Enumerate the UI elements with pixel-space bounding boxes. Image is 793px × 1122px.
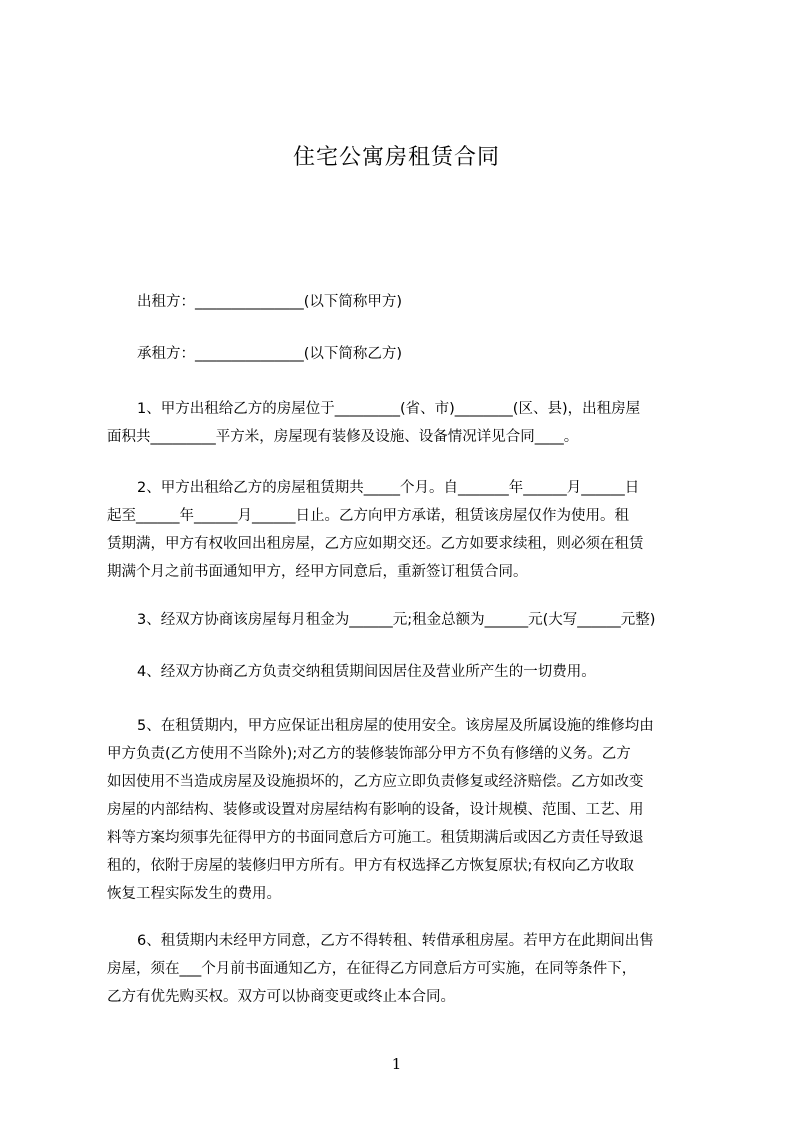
clause-4 [107, 658, 707, 686]
clause-line: 起至______年______月______日止。乙方向甲方承诺，租赁该房屋仅作为使用。租 [107, 508, 629, 524]
clause-line: 2、甲方出租给乙方的房屋租赁期共_____个月。自_______年______月______日 [137, 480, 640, 496]
clause-line: 期满个月之前书面通知甲方，经甲方同意后，重新签订租赁合同。 [107, 564, 528, 580]
clause-line: 4、经双方协商乙方负责交纳租赁期间因居住及营业所产生的一切费用。 [137, 664, 596, 680]
clause-line: 甲方负责(乙方使用不当除外);对乙方的装修装饰部分甲方不负有修缮的义务。乙方 [107, 746, 631, 762]
clause-5 [107, 712, 707, 908]
clause-line: 如因使用不当造成房屋及设施损坏的，乙方应立即负责修复或经济赔偿。乙方如改变 [107, 774, 644, 790]
clause-line: 赁期满，甲方有权收回出租房屋，乙方应如期交还。乙方如要求续租，则必须在租赁 [107, 536, 644, 552]
clause-line: 面积共_________平方米，房屋现有装修及设施、设备情况详见合同____。 [107, 429, 579, 445]
lessor-line: 出租方：_______________(以下简称甲方) [137, 294, 403, 310]
clause-line: 乙方有优先购买权。双方可以协商变更或终止本合同。 [107, 989, 455, 1005]
clause-line: 5、在租赁期内，甲方应保证出租房屋的使用安全。该房屋及所属设施的维修均由 [137, 718, 654, 734]
clause-3 [107, 606, 707, 634]
page-number: 1 [391, 1055, 402, 1073]
clause-1 [107, 395, 707, 451]
clause-2 [107, 474, 707, 586]
clause-6 [107, 927, 707, 1011]
clause-line: 房屋的内部结构、装修或设置对房屋结构有影响的设备，设计规模、范围、工艺、用 [107, 802, 644, 818]
clause-line: 3、经双方协商该房屋每月租金为______元;租金总额为______元(大写______元整) [137, 612, 656, 628]
document-title: 住宅公寓房租赁合同 [292, 145, 500, 170]
clause-line: 料等方案均须事先征得甲方的书面同意后方可施工。租赁期满后或因乙方责任导致退 [107, 830, 644, 846]
clause-line: 1、甲方出租给乙方的房屋位于_________(省、市)________(区、县)，出租房屋 [137, 401, 641, 417]
clause-line: 恢复工程实际发生的费用。 [107, 886, 281, 902]
clause-line: 租的，依附于房屋的装修归甲方所有。甲方有权选择乙方恢复原状;有权向乙方收取 [107, 858, 634, 874]
clause-line: 房屋，须在___个月前书面通知乙方，在征得乙方同意后方可实施，在同等条件下， [107, 961, 637, 977]
lessee-line: 承租方：_______________(以下简称乙方) [137, 346, 403, 362]
clause-line: 6、租赁期内未经甲方同意，乙方不得转租、转借承租房屋。若甲方在此期间出售 [137, 933, 654, 949]
